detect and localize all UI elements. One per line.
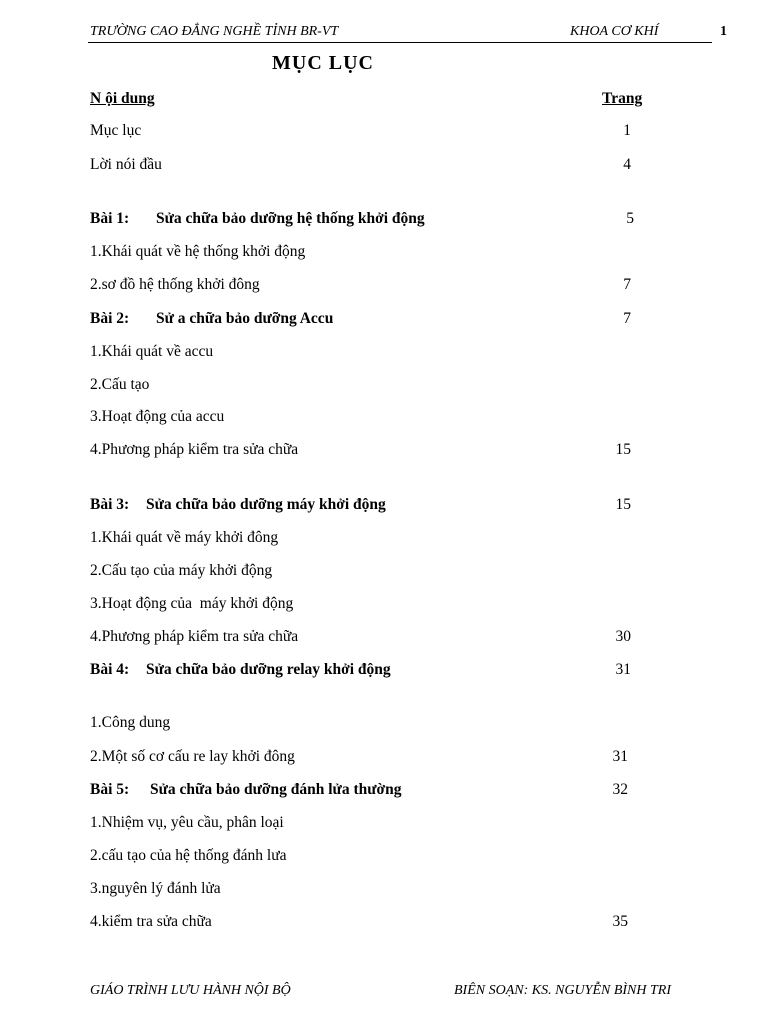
toc-entry-text: 4.Phương pháp kiểm tra sửa chữa (90, 441, 299, 458)
toc-entry-text: 3.nguyên lý đánh lửa (90, 880, 221, 897)
toc-entry-text: 4.Phương pháp kiểm tra sửa chữa (90, 628, 299, 645)
header-school: TRƯỜNG CAO ĐẲNG NGHỀ TỈNH BR-VT (90, 24, 339, 39)
toc-entry-text: 4.kiểm tra sửa chữa (90, 913, 212, 930)
toc-entry-page: 7 (623, 310, 631, 327)
toc-entry-page: 7 (623, 276, 631, 293)
toc-entry-page: 32 (612, 781, 628, 798)
toc-entry-text: 2.cấu tạo của hệ thống đánh lưa (90, 847, 287, 864)
toc-lesson-number: Bài 2: (90, 310, 130, 327)
column-header-page: Trang (602, 90, 643, 107)
toc-entry-text: 2.Một số cơ cấu re lay khởi đông (90, 748, 295, 765)
toc-entry-page: 31 (615, 661, 631, 678)
toc-lesson-number: Bài 5: (90, 781, 130, 798)
toc-entry-text: 1.Nhiệm vụ, yêu cầu, phân loại (90, 814, 284, 831)
toc-entry-page: 30 (615, 628, 631, 645)
toc-lesson-title: Sử a chữa bảo dưỡng Accu (156, 310, 334, 327)
toc-entry-text: 2.Cấu tạo của máy khởi động (90, 562, 273, 579)
toc-entry-page: 31 (612, 748, 628, 765)
toc-entry-text: Lời nói đầu (90, 156, 162, 173)
toc-lesson-title: Sửa chữa bảo dưỡng đánh lửa thường (150, 781, 402, 798)
footer-left: GIÁO TRÌNH LƯU HÀNH NỘI BỘ (90, 983, 291, 998)
toc-lesson-title: Sửa chữa bảo dưỡng relay khởi động (146, 661, 391, 678)
toc-entry-page: 4 (623, 156, 631, 173)
page-number: 1 (720, 24, 727, 39)
toc-entry-page: 35 (612, 913, 628, 930)
toc-lesson-title: Sửa chữa bảo dưỡng hệ thống khởi động (156, 210, 425, 227)
toc-entry-page: 1 (623, 122, 631, 139)
toc-entry-text: 1.Khái quát về máy khởi đông (90, 529, 279, 546)
toc-entry-text: 2.sơ đồ hệ thống khởi đông (90, 276, 260, 293)
header-faculty: KHOA CƠ KHÍ (570, 24, 659, 39)
toc-entry-text: 1.Khái quát về accu (90, 343, 214, 360)
toc-entry-text: 2.Cấu tạo (90, 376, 150, 393)
toc-entry-text: 3.Hoạt động của máy khởi động (90, 595, 294, 612)
toc-lesson-number: Bài 4: (90, 661, 130, 678)
footer-right: BIÊN SOẠN: KS. NGUYỄN BÌNH TRI (454, 983, 671, 998)
toc-entry-page: 15 (615, 496, 631, 513)
toc-lesson-title: Sửa chữa bảo dưỡng máy khởi động (146, 496, 386, 513)
header-rule (88, 42, 712, 43)
toc-entry-text: 1.Khái quát về hệ thống khởi động (90, 243, 306, 260)
toc-entry-text: 3.Hoạt động của accu (90, 408, 225, 425)
toc-lesson-number: Bài 1: (90, 210, 130, 227)
toc-entry-text: Mục lục (90, 122, 142, 139)
toc-entry-page: 5 (626, 210, 634, 227)
page-title: MỤC LỤC (272, 52, 374, 74)
toc-entry-text: 1.Công dung (90, 714, 171, 731)
toc-lesson-number: Bài 3: (90, 496, 130, 513)
toc-entry-page: 15 (615, 441, 631, 458)
column-header-content: N ội dung (90, 90, 155, 107)
